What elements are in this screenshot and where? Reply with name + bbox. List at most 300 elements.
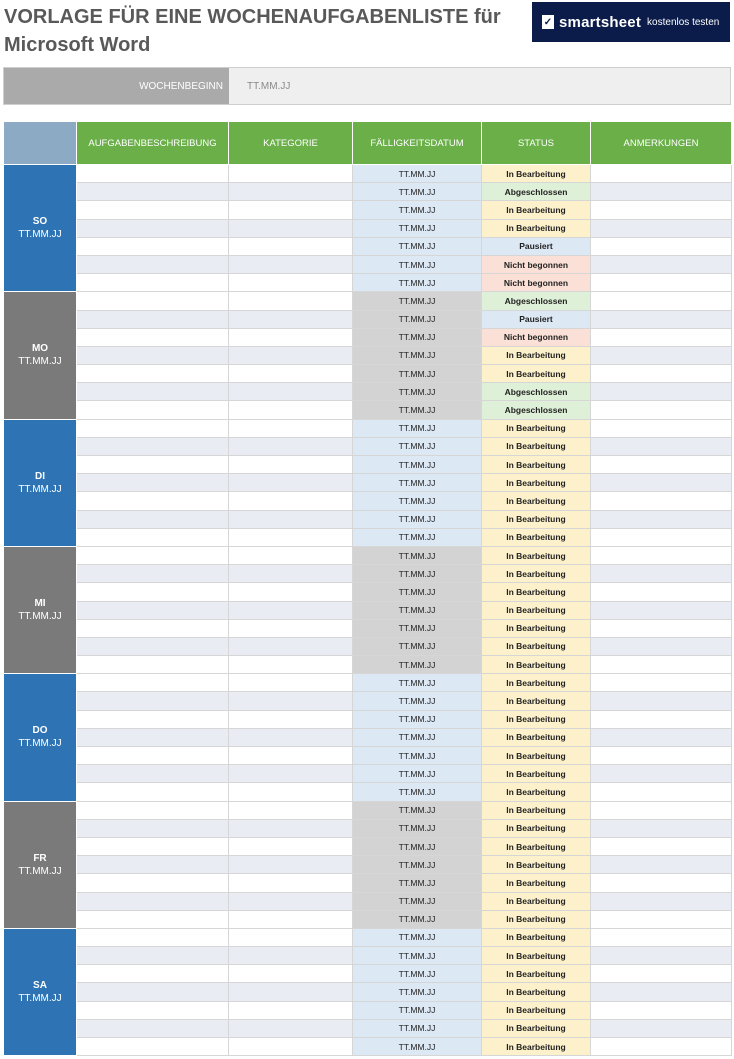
task-description-cell[interactable] (77, 528, 229, 546)
table-row (4, 837, 732, 855)
category-cell[interactable] (229, 728, 353, 746)
table-row (4, 983, 732, 1001)
category-cell[interactable] (229, 201, 353, 219)
notes-cell[interactable] (591, 928, 732, 946)
notes-cell[interactable] (591, 165, 732, 183)
due-date-cell[interactable]: TT.MM.JJ (353, 674, 482, 692)
task-description-cell[interactable] (77, 365, 229, 383)
category-cell[interactable] (229, 583, 353, 601)
notes-cell[interactable] (591, 710, 732, 728)
table-row (4, 274, 732, 292)
category-cell[interactable] (229, 928, 353, 946)
category-cell[interactable] (229, 965, 353, 983)
table-row (4, 692, 732, 710)
due-date-cell[interactable]: TT.MM.JJ (353, 692, 482, 710)
table-row (4, 165, 732, 183)
due-date-cell[interactable]: TT.MM.JJ (353, 292, 482, 310)
category-cell[interactable] (229, 383, 353, 401)
table-row (4, 765, 732, 783)
notes-cell[interactable] (591, 274, 732, 292)
status-cell[interactable]: In Bearbeitung (482, 819, 591, 837)
table-row (4, 856, 732, 874)
smartsheet-logo-icon: ✓ (543, 16, 553, 28)
category-cell[interactable] (229, 1019, 353, 1037)
table-row (4, 492, 732, 510)
table-row (4, 1019, 732, 1037)
smartsheet-trial-banner[interactable] (532, 2, 730, 42)
category-cell[interactable] (229, 601, 353, 619)
category-cell[interactable] (229, 692, 353, 710)
task-description-cell[interactable] (77, 656, 229, 674)
notes-cell[interactable] (591, 419, 732, 437)
status-cell[interactable]: In Bearbeitung (482, 710, 591, 728)
task-description-cell[interactable] (77, 183, 229, 201)
status-cell[interactable]: Nicht begonnen (482, 328, 591, 346)
status-cell[interactable]: Nicht begonnen (482, 255, 591, 273)
due-date-cell[interactable]: TT.MM.JJ (353, 546, 482, 564)
task-description-cell[interactable] (77, 165, 229, 183)
category-cell[interactable] (229, 219, 353, 237)
category-cell[interactable] (229, 710, 353, 728)
category-cell[interactable] (229, 401, 353, 419)
notes-cell[interactable] (591, 365, 732, 383)
notes-cell[interactable] (591, 474, 732, 492)
category-cell[interactable] (229, 837, 353, 855)
category-cell[interactable] (229, 674, 353, 692)
notes-cell[interactable] (591, 201, 732, 219)
notes-cell[interactable] (591, 765, 732, 783)
status-cell[interactable]: In Bearbeitung (482, 546, 591, 564)
task-description-cell[interactable] (77, 783, 229, 801)
notes-cell[interactable] (591, 401, 732, 419)
task-description-cell[interactable] (77, 1019, 229, 1037)
table-row (4, 401, 732, 419)
category-cell[interactable] (229, 765, 353, 783)
status-cell[interactable]: In Bearbeitung (482, 346, 591, 364)
table-row (4, 710, 732, 728)
notes-cell[interactable] (591, 1019, 732, 1037)
status-cell[interactable]: In Bearbeitung (482, 1019, 591, 1037)
status-cell[interactable]: In Bearbeitung (482, 856, 591, 874)
task-description-cell[interactable] (77, 456, 229, 474)
category-cell[interactable] (229, 983, 353, 1001)
notes-cell[interactable] (591, 310, 732, 328)
task-description-cell[interactable] (77, 437, 229, 455)
category-cell[interactable] (229, 656, 353, 674)
status-cell[interactable]: In Bearbeitung (482, 928, 591, 946)
due-date-cell[interactable]: TT.MM.JJ (353, 474, 482, 492)
task-description-cell[interactable] (77, 565, 229, 583)
status-cell[interactable]: In Bearbeitung (482, 747, 591, 765)
table-row (4, 237, 732, 255)
table-row (4, 583, 732, 601)
task-description-cell[interactable] (77, 601, 229, 619)
notes-cell[interactable] (591, 674, 732, 692)
due-date-cell[interactable]: TT.MM.JJ (353, 656, 482, 674)
status-cell[interactable]: In Bearbeitung (482, 1038, 591, 1056)
notes-cell[interactable] (591, 565, 732, 583)
notes-cell[interactable] (591, 692, 732, 710)
status-cell[interactable]: Abgeschlossen (482, 183, 591, 201)
status-cell[interactable]: Pausiert (482, 237, 591, 255)
due-date-cell[interactable]: TT.MM.JJ (353, 365, 482, 383)
status-cell[interactable]: In Bearbeitung (482, 674, 591, 692)
table-row (4, 546, 732, 564)
category-cell[interactable] (229, 437, 353, 455)
task-description-cell[interactable] (77, 346, 229, 364)
notes-cell[interactable] (591, 637, 732, 655)
day-label: DO (32, 725, 48, 737)
table-row (4, 437, 732, 455)
task-description-cell[interactable] (77, 274, 229, 292)
table-row (4, 965, 732, 983)
due-date-cell[interactable]: TT.MM.JJ (353, 856, 482, 874)
due-date-cell[interactable]: TT.MM.JJ (353, 710, 482, 728)
category-cell[interactable] (229, 637, 353, 655)
notes-cell[interactable] (591, 837, 732, 855)
due-date-cell[interactable]: TT.MM.JJ (353, 1038, 482, 1056)
notes-cell[interactable] (591, 910, 732, 928)
category-cell[interactable] (229, 1038, 353, 1056)
category-cell[interactable] (229, 747, 353, 765)
task-description-cell[interactable] (77, 546, 229, 564)
category-cell[interactable] (229, 783, 353, 801)
due-date-cell[interactable]: TT.MM.JJ (353, 1019, 482, 1037)
notes-cell[interactable] (591, 219, 732, 237)
notes-cell[interactable] (591, 874, 732, 892)
task-description-cell[interactable] (77, 255, 229, 273)
due-date-cell[interactable]: TT.MM.JJ (353, 437, 482, 455)
category-cell[interactable] (229, 237, 353, 255)
status-cell[interactable]: In Bearbeitung (482, 619, 591, 637)
due-date-cell[interactable]: TT.MM.JJ (353, 874, 482, 892)
task-description-cell[interactable] (77, 492, 229, 510)
category-cell[interactable] (229, 456, 353, 474)
due-date-cell[interactable]: TT.MM.JJ (353, 583, 482, 601)
category-cell[interactable] (229, 365, 353, 383)
category-cell[interactable] (229, 346, 353, 364)
notes-cell[interactable] (591, 619, 732, 637)
category-cell[interactable] (229, 546, 353, 564)
due-date-cell[interactable]: TT.MM.JJ (353, 819, 482, 837)
due-date-cell[interactable]: TT.MM.JJ (353, 310, 482, 328)
notes-cell[interactable] (591, 601, 732, 619)
status-cell[interactable]: In Bearbeitung (482, 801, 591, 819)
task-description-cell[interactable] (77, 1001, 229, 1019)
notes-cell[interactable] (591, 801, 732, 819)
category-cell[interactable] (229, 419, 353, 437)
notes-cell[interactable] (591, 346, 732, 364)
task-description-cell[interactable] (77, 619, 229, 637)
task-description-cell[interactable] (77, 983, 229, 1001)
table-row (4, 819, 732, 837)
table-row (4, 656, 732, 674)
status-cell[interactable]: In Bearbeitung (482, 783, 591, 801)
table-row (4, 783, 732, 801)
column-header: KATEGORIE (229, 122, 353, 165)
day-date: TT.MM.JJ (18, 483, 62, 495)
task-description-cell[interactable] (77, 892, 229, 910)
day-cell (4, 419, 77, 546)
status-cell[interactable]: In Bearbeitung (482, 492, 591, 510)
task-description-cell[interactable] (77, 310, 229, 328)
due-date-cell[interactable]: TT.MM.JJ (353, 183, 482, 201)
notes-cell[interactable] (591, 237, 732, 255)
due-date-cell[interactable]: TT.MM.JJ (353, 728, 482, 746)
notes-cell[interactable] (591, 328, 732, 346)
table-row (4, 1001, 732, 1019)
due-date-cell[interactable]: TT.MM.JJ (353, 237, 482, 255)
due-date-cell[interactable]: TT.MM.JJ (353, 983, 482, 1001)
status-cell[interactable]: Abgeschlossen (482, 292, 591, 310)
table-row (4, 892, 732, 910)
table-row (4, 310, 732, 328)
due-date-cell[interactable]: TT.MM.JJ (353, 219, 482, 237)
status-cell[interactable]: In Bearbeitung (482, 637, 591, 655)
due-date-cell[interactable]: TT.MM.JJ (353, 637, 482, 655)
category-cell[interactable] (229, 619, 353, 637)
day-cell (4, 928, 77, 1055)
due-date-cell[interactable]: TT.MM.JJ (353, 837, 482, 855)
task-description-cell[interactable] (77, 856, 229, 874)
task-description-cell[interactable] (77, 837, 229, 855)
table-row (4, 528, 732, 546)
task-description-cell[interactable] (77, 637, 229, 655)
day-date: TT.MM.JJ (18, 865, 62, 877)
status-cell[interactable]: In Bearbeitung (482, 656, 591, 674)
task-description-cell[interactable] (77, 237, 229, 255)
status-cell[interactable]: In Bearbeitung (482, 601, 591, 619)
category-cell[interactable] (229, 310, 353, 328)
category-cell[interactable] (229, 528, 353, 546)
category-cell[interactable] (229, 892, 353, 910)
status-cell[interactable]: In Bearbeitung (482, 201, 591, 219)
due-date-cell[interactable]: TT.MM.JJ (353, 947, 482, 965)
due-date-cell[interactable]: TT.MM.JJ (353, 456, 482, 474)
notes-cell[interactable] (591, 947, 732, 965)
category-cell[interactable] (229, 1001, 353, 1019)
table-row (4, 365, 732, 383)
task-description-cell[interactable] (77, 874, 229, 892)
notes-cell[interactable] (591, 1038, 732, 1056)
category-cell[interactable] (229, 910, 353, 928)
due-date-cell[interactable]: TT.MM.JJ (353, 928, 482, 946)
column-header: FÄLLIGKEITSDATUM (353, 122, 482, 165)
day-cell (4, 546, 77, 673)
status-cell[interactable]: In Bearbeitung (482, 456, 591, 474)
due-date-cell[interactable]: TT.MM.JJ (353, 765, 482, 783)
status-cell[interactable]: Pausiert (482, 310, 591, 328)
status-cell[interactable]: In Bearbeitung (482, 583, 591, 601)
category-cell[interactable] (229, 255, 353, 273)
task-description-cell[interactable] (77, 1038, 229, 1056)
status-cell[interactable]: Nicht begonnen (482, 274, 591, 292)
notes-cell[interactable] (591, 255, 732, 273)
category-cell[interactable] (229, 328, 353, 346)
task-description-cell[interactable] (77, 728, 229, 746)
notes-cell[interactable] (591, 983, 732, 1001)
category-cell[interactable] (229, 492, 353, 510)
due-date-cell[interactable]: TT.MM.JJ (353, 165, 482, 183)
table-row (4, 801, 732, 819)
category-cell[interactable] (229, 801, 353, 819)
task-description-cell[interactable] (77, 928, 229, 946)
table-row (4, 510, 732, 528)
task-description-cell[interactable] (77, 292, 229, 310)
status-cell[interactable]: In Bearbeitung (482, 437, 591, 455)
notes-cell[interactable] (591, 583, 732, 601)
table-row (4, 728, 732, 746)
notes-cell[interactable] (591, 819, 732, 837)
status-cell[interactable]: In Bearbeitung (482, 528, 591, 546)
status-cell[interactable]: In Bearbeitung (482, 965, 591, 983)
notes-cell[interactable] (591, 728, 732, 746)
due-date-cell[interactable]: TT.MM.JJ (353, 601, 482, 619)
status-cell[interactable]: In Bearbeitung (482, 474, 591, 492)
status-cell[interactable]: In Bearbeitung (482, 1001, 591, 1019)
category-cell[interactable] (229, 874, 353, 892)
status-cell[interactable]: In Bearbeitung (482, 947, 591, 965)
task-description-cell[interactable] (77, 747, 229, 765)
due-date-cell[interactable]: TT.MM.JJ (353, 528, 482, 546)
due-date-cell[interactable]: TT.MM.JJ (353, 1001, 482, 1019)
task-description-cell[interactable] (77, 510, 229, 528)
table-header-row (4, 122, 732, 165)
table-row (4, 328, 732, 346)
notes-cell[interactable] (591, 747, 732, 765)
table-row (4, 619, 732, 637)
category-cell[interactable] (229, 819, 353, 837)
status-cell[interactable]: In Bearbeitung (482, 910, 591, 928)
notes-cell[interactable] (591, 456, 732, 474)
due-date-cell[interactable]: TT.MM.JJ (353, 419, 482, 437)
due-date-cell[interactable]: TT.MM.JJ (353, 892, 482, 910)
due-date-cell[interactable]: TT.MM.JJ (353, 565, 482, 583)
due-date-cell[interactable]: TT.MM.JJ (353, 783, 482, 801)
status-cell[interactable]: Abgeschlossen (482, 401, 591, 419)
due-date-cell[interactable]: TT.MM.JJ (353, 274, 482, 292)
task-description-cell[interactable] (77, 383, 229, 401)
due-date-cell[interactable]: TT.MM.JJ (353, 492, 482, 510)
status-cell[interactable]: In Bearbeitung (482, 510, 591, 528)
task-description-cell[interactable] (77, 583, 229, 601)
task-description-cell[interactable] (77, 947, 229, 965)
notes-cell[interactable] (591, 492, 732, 510)
due-date-cell[interactable]: TT.MM.JJ (353, 510, 482, 528)
page-title: VORLAGE FÜR EINE WOCHENAUFGABENLISTE für Microsoft Word (4, 6, 501, 56)
due-date-cell[interactable]: TT.MM.JJ (353, 747, 482, 765)
task-description-cell[interactable] (77, 674, 229, 692)
status-cell[interactable]: In Bearbeitung (482, 565, 591, 583)
task-description-cell[interactable] (77, 219, 229, 237)
due-date-cell[interactable]: TT.MM.JJ (353, 619, 482, 637)
table-row (4, 292, 732, 310)
category-cell[interactable] (229, 183, 353, 201)
category-cell[interactable] (229, 565, 353, 583)
status-cell[interactable]: In Bearbeitung (482, 728, 591, 746)
task-description-cell[interactable] (77, 328, 229, 346)
task-description-cell[interactable] (77, 965, 229, 983)
notes-cell[interactable] (591, 1001, 732, 1019)
day-label: SO (32, 216, 48, 228)
notes-cell[interactable] (591, 783, 732, 801)
due-date-cell[interactable]: TT.MM.JJ (353, 965, 482, 983)
category-cell[interactable] (229, 474, 353, 492)
status-cell[interactable]: In Bearbeitung (482, 365, 591, 383)
notes-cell[interactable] (591, 546, 732, 564)
status-cell[interactable]: In Bearbeitung (482, 765, 591, 783)
notes-cell[interactable] (591, 528, 732, 546)
due-date-cell[interactable]: TT.MM.JJ (353, 383, 482, 401)
due-date-cell[interactable]: TT.MM.JJ (353, 910, 482, 928)
notes-cell[interactable] (591, 292, 732, 310)
task-description-cell[interactable] (77, 474, 229, 492)
category-cell[interactable] (229, 165, 353, 183)
notes-cell[interactable] (591, 183, 732, 201)
task-description-cell[interactable] (77, 419, 229, 437)
week-start-row (3, 67, 731, 105)
notes-cell[interactable] (591, 510, 732, 528)
task-description-cell[interactable] (77, 819, 229, 837)
due-date-cell[interactable]: TT.MM.JJ (353, 346, 482, 364)
task-description-cell[interactable] (77, 765, 229, 783)
notes-cell[interactable] (591, 656, 732, 674)
due-date-cell[interactable]: TT.MM.JJ (353, 201, 482, 219)
status-cell[interactable]: In Bearbeitung (482, 419, 591, 437)
status-cell[interactable]: In Bearbeitung (482, 983, 591, 1001)
table-row (4, 183, 732, 201)
notes-cell[interactable] (591, 383, 732, 401)
week-start-label: WOCHENBEGINN (4, 68, 229, 104)
table-row (4, 346, 732, 364)
week-start-input[interactable]: TT.MM.JJ (229, 68, 730, 104)
notes-cell[interactable] (591, 965, 732, 983)
task-description-cell[interactable] (77, 692, 229, 710)
day-cell (4, 165, 77, 292)
task-description-cell[interactable] (77, 910, 229, 928)
status-cell[interactable]: In Bearbeitung (482, 165, 591, 183)
status-cell[interactable]: Abgeschlossen (482, 383, 591, 401)
day-date: TT.MM.JJ (18, 993, 62, 1005)
brand-cta: kostenlos testen (647, 16, 720, 28)
table-body (4, 165, 732, 1056)
day-cell (4, 674, 77, 801)
category-cell[interactable] (229, 856, 353, 874)
due-date-cell[interactable]: TT.MM.JJ (353, 401, 482, 419)
task-description-cell[interactable] (77, 401, 229, 419)
due-date-cell[interactable]: TT.MM.JJ (353, 255, 482, 273)
task-table (3, 121, 732, 1056)
due-date-cell[interactable]: TT.MM.JJ (353, 801, 482, 819)
notes-cell[interactable] (591, 892, 732, 910)
status-cell[interactable]: In Bearbeitung (482, 219, 591, 237)
status-cell[interactable]: In Bearbeitung (482, 874, 591, 892)
table-row (4, 565, 732, 583)
due-date-cell[interactable]: TT.MM.JJ (353, 328, 482, 346)
status-cell[interactable]: In Bearbeitung (482, 837, 591, 855)
status-cell[interactable]: In Bearbeitung (482, 692, 591, 710)
status-cell[interactable]: In Bearbeitung (482, 892, 591, 910)
category-cell[interactable] (229, 292, 353, 310)
task-description-cell[interactable] (77, 710, 229, 728)
notes-cell[interactable] (591, 856, 732, 874)
category-cell[interactable] (229, 274, 353, 292)
category-cell[interactable] (229, 947, 353, 965)
task-description-cell[interactable] (77, 201, 229, 219)
notes-cell[interactable] (591, 437, 732, 455)
category-cell[interactable] (229, 510, 353, 528)
task-description-cell[interactable] (77, 801, 229, 819)
